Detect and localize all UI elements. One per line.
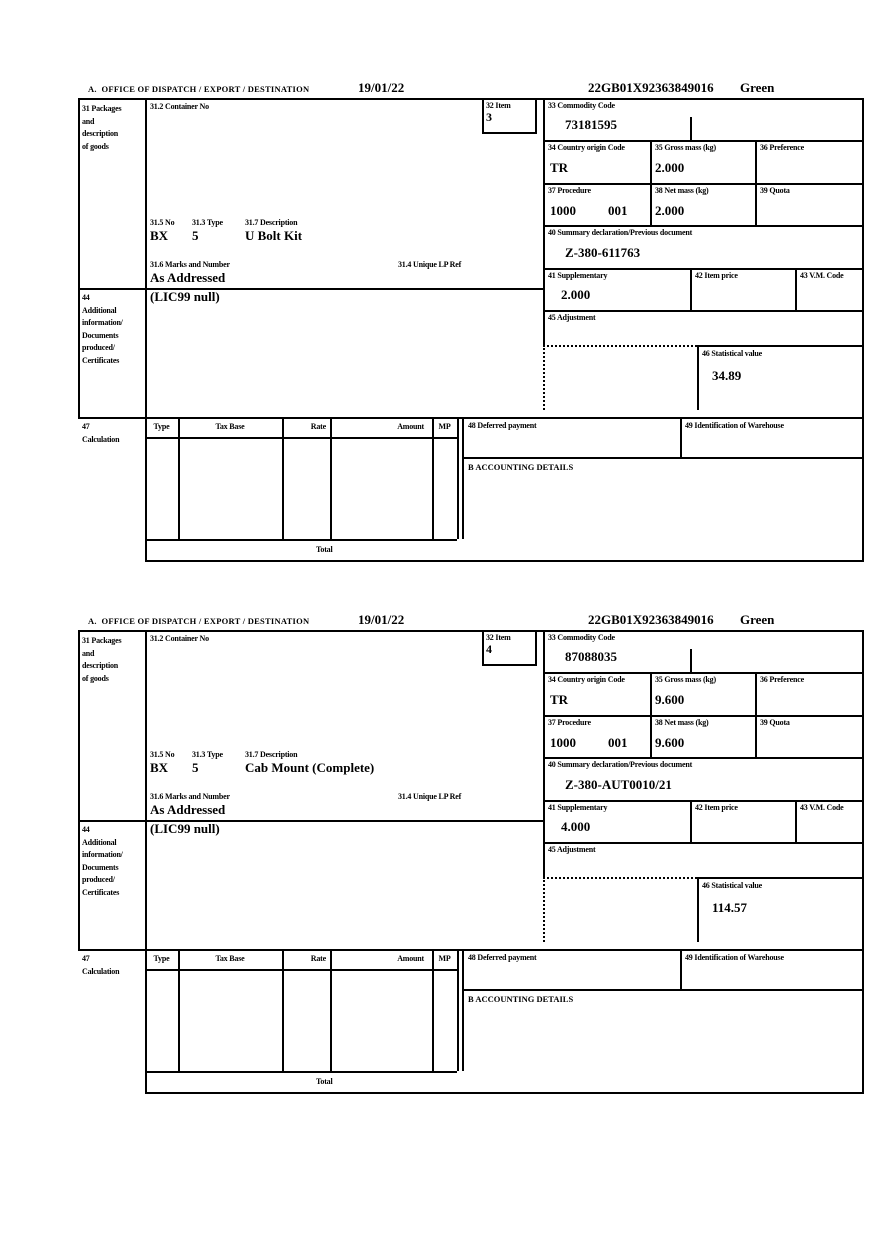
box31-packages-label: 31 Packages and description of goods [82, 636, 122, 683]
grid-line [282, 949, 284, 1071]
declaration-reference: 22GB01X92363849016 [588, 612, 714, 627]
box45-adjustment-label: 45 Adjustment [548, 845, 596, 854]
calc-header-mp: MP [438, 954, 451, 963]
additional-info-value: (LIC99 null) [150, 821, 220, 836]
accounting-details-heading: B ACCOUNTING DETAILS [468, 462, 574, 472]
grid-line [330, 949, 332, 1071]
grid-line [457, 417, 459, 539]
box40-summary-label: 40 Summary declaration/Previous document [548, 760, 693, 769]
grid-line [697, 877, 862, 879]
box44-additional-label: 44 Additional information/ Documents produced/ Certificates [82, 825, 123, 897]
grid-line [432, 949, 434, 1071]
supplementary-value: 2.000 [561, 287, 591, 302]
country-origin-value: TR [550, 160, 569, 175]
package-type-value: 5 [192, 228, 199, 243]
grid-line [755, 140, 757, 225]
box47-calculation-label: 47 Calculation [82, 422, 120, 444]
box31-6-marks-label: 31.6 Marks and Number [150, 792, 230, 801]
grid-line [755, 672, 757, 757]
grid-line [543, 140, 862, 142]
statistical-value: 34.89 [712, 368, 742, 383]
grid-line [543, 672, 862, 674]
box44-additional-label: 44 Additional information/ Documents produced/ Certificates [82, 293, 123, 365]
grid-line [145, 560, 864, 562]
calc-header-type: Type [153, 954, 170, 963]
calc-header-rate: Rate [310, 954, 326, 963]
declaration-date: 19/01/22 [358, 612, 405, 627]
box47-calculation-label: 47 Calculation [82, 954, 120, 976]
commodity-code-value: 87088035 [565, 649, 617, 664]
accounting-details-heading: B ACCOUNTING DETAILS [468, 994, 574, 1004]
total-label: Total [316, 1077, 333, 1086]
box31-2-container-label: 31.2 Container No [150, 634, 209, 643]
box41-supplementary-label: 41 Supplementary [548, 803, 608, 812]
calc-header-tax-base: Tax Base [215, 422, 245, 431]
gross-mass-value: 9.600 [655, 692, 685, 707]
routing-status: Green [740, 612, 775, 627]
grid-line [543, 183, 862, 185]
grid-line [697, 877, 699, 942]
grid-line [178, 949, 180, 1071]
grid-line [78, 98, 864, 100]
marks-value: As Addressed [150, 270, 226, 285]
grid-line [795, 268, 797, 310]
dotted-grid-line [543, 877, 545, 942]
grid-line [795, 800, 797, 842]
grid-line [690, 649, 692, 672]
box32-item-label: 32 Item [486, 101, 511, 110]
box33-commodity-label: 33 Commodity Code [548, 101, 615, 110]
summary-declaration-value: Z-380-611763 [565, 245, 641, 260]
grid-line [680, 949, 682, 989]
package-no-value: BX [150, 760, 169, 775]
package-no-value: BX [150, 228, 169, 243]
grid-line [482, 98, 484, 132]
grid-line [650, 140, 652, 225]
grid-line [535, 630, 537, 664]
calc-header-type: Type [153, 422, 170, 431]
summary-declaration-value: Z-380-AUT0010/21 [565, 777, 672, 792]
box45-adjustment-label: 45 Adjustment [548, 313, 596, 322]
goods-description-value: Cab Mount (Complete) [245, 760, 375, 775]
calc-header-amount: Amount [397, 422, 424, 431]
box31-5-no-label: 31.5 No [150, 750, 175, 759]
grid-line [862, 98, 864, 562]
box36-preference-label: 36 Preference [760, 675, 804, 684]
grid-line [697, 345, 862, 347]
declaration-reference: 22GB01X92363849016 [588, 80, 714, 95]
office-of-dispatch-heading: A. OFFICE OF DISPATCH / EXPORT / DESTINATION [88, 84, 310, 94]
office-of-dispatch-heading: A. OFFICE OF DISPATCH / EXPORT / DESTINATION [88, 616, 310, 626]
goods-description-value: U Bolt Kit [245, 228, 303, 243]
grid-line [462, 457, 864, 459]
box46-statistical-label: 46 Statistical value [702, 881, 762, 890]
box31-3-type-label: 31.3 Type [192, 218, 223, 227]
grid-line [650, 672, 652, 757]
grid-line [462, 417, 464, 539]
grid-line [690, 117, 692, 140]
box31-2-container-label: 31.2 Container No [150, 102, 209, 111]
grid-line [145, 1071, 457, 1073]
procedure-code-value: 1000 [550, 203, 576, 218]
box49-warehouse-label: 49 Identification of Warehouse [685, 953, 784, 962]
box41-supplementary-label: 41 Supplementary [548, 271, 608, 280]
grid-line [697, 345, 699, 410]
box32-item-label: 32 Item [486, 633, 511, 642]
grid-line [145, 1092, 864, 1094]
grid-line [457, 949, 459, 1071]
box39-quota-label: 39 Quota [760, 718, 790, 727]
box31-packages-label: 31 Packages and description of goods [82, 104, 122, 151]
box31-5-no-label: 31.5 No [150, 218, 175, 227]
declaration-date: 19/01/22 [358, 80, 405, 95]
net-mass-value: 2.000 [655, 203, 685, 218]
grid-line [482, 664, 537, 666]
grid-line [543, 310, 862, 312]
box42-item-price-label: 42 Item price [695, 803, 738, 812]
item-number-value: 3 [486, 110, 492, 124]
additional-info-value: (LIC99 null) [150, 289, 220, 304]
box31-4-lp-ref-label: 31.4 Unique LP Ref [398, 792, 462, 801]
grid-line [145, 98, 147, 562]
country-origin-value: TR [550, 692, 569, 707]
box34-origin-label: 34 Country origin Code [548, 143, 625, 152]
grid-line [543, 268, 862, 270]
box43-vm-code-label: 43 V.M. Code [800, 803, 844, 812]
calc-header-amount: Amount [397, 954, 424, 963]
grid-line [482, 132, 537, 134]
customs-item-form-2 [78, 612, 864, 1094]
box31-3-type-label: 31.3 Type [192, 750, 223, 759]
grid-line [178, 417, 180, 539]
procedure-additional-value: 001 [608, 203, 628, 218]
gross-mass-value: 2.000 [655, 160, 685, 175]
item-number-value: 4 [486, 642, 492, 656]
box34-origin-label: 34 Country origin Code [548, 675, 625, 684]
box31-7-description-label: 31.7 Description [245, 218, 298, 227]
commodity-code-value: 73181595 [565, 117, 617, 132]
box35-gross-mass-label: 35 Gross mass (kg) [655, 143, 716, 152]
grid-line [432, 417, 434, 539]
box43-vm-code-label: 43 V.M. Code [800, 271, 844, 280]
box39-quota-label: 39 Quota [760, 186, 790, 195]
box48-deferred-label: 48 Deferred payment [468, 421, 537, 430]
grid-line [78, 820, 543, 822]
grid-line [543, 225, 862, 227]
statistical-value: 114.57 [712, 900, 748, 915]
routing-status: Green [740, 80, 775, 95]
box31-4-lp-ref-label: 31.4 Unique LP Ref [398, 260, 462, 269]
grid-line [282, 417, 284, 539]
grid-line [145, 630, 147, 1094]
dotted-grid-line [543, 345, 697, 347]
box48-deferred-label: 48 Deferred payment [468, 953, 537, 962]
grid-line [462, 949, 464, 1071]
box33-commodity-label: 33 Commodity Code [548, 633, 615, 642]
box49-warehouse-label: 49 Identification of Warehouse [685, 421, 784, 430]
box38-net-mass-label: 38 Net mass (kg) [655, 186, 709, 195]
box36-preference-label: 36 Preference [760, 143, 804, 152]
calc-header-mp: MP [438, 422, 451, 431]
grid-line [862, 630, 864, 1094]
box40-summary-label: 40 Summary declaration/Previous document [548, 228, 693, 237]
grid-line [462, 989, 864, 991]
grid-line [543, 98, 545, 345]
grid-line [535, 98, 537, 132]
total-label: Total [316, 545, 333, 554]
grid-line [145, 437, 457, 439]
grid-line [78, 417, 864, 419]
calc-header-rate: Rate [310, 422, 326, 431]
box37-procedure-label: 37 Procedure [548, 186, 591, 195]
package-type-value: 5 [192, 760, 199, 775]
calc-header-tax-base: Tax Base [215, 954, 245, 963]
grid-line [78, 98, 80, 417]
grid-line [690, 268, 692, 310]
box31-6-marks-label: 31.6 Marks and Number [150, 260, 230, 269]
box42-item-price-label: 42 Item price [695, 271, 738, 280]
dotted-grid-line [543, 877, 697, 879]
procedure-additional-value: 001 [608, 735, 628, 750]
grid-line [78, 630, 80, 949]
grid-line [482, 630, 484, 664]
box38-net-mass-label: 38 Net mass (kg) [655, 718, 709, 727]
grid-line [680, 417, 682, 457]
box37-procedure-label: 37 Procedure [548, 718, 591, 727]
grid-line [78, 630, 864, 632]
grid-line [78, 288, 543, 290]
grid-line [145, 539, 457, 541]
grid-line [330, 417, 332, 539]
box35-gross-mass-label: 35 Gross mass (kg) [655, 675, 716, 684]
supplementary-value: 4.000 [561, 819, 591, 834]
grid-line [543, 842, 862, 844]
grid-line [690, 800, 692, 842]
marks-value: As Addressed [150, 802, 226, 817]
grid-line [543, 757, 862, 759]
dotted-grid-line [543, 345, 545, 410]
box31-7-description-label: 31.7 Description [245, 750, 298, 759]
grid-line [543, 715, 862, 717]
grid-line [78, 949, 864, 951]
net-mass-value: 9.600 [655, 735, 685, 750]
customs-item-form-1 [78, 80, 864, 562]
grid-line [543, 630, 545, 877]
grid-line [543, 800, 862, 802]
grid-line [145, 969, 457, 971]
procedure-code-value: 1000 [550, 735, 576, 750]
box46-statistical-label: 46 Statistical value [702, 349, 762, 358]
